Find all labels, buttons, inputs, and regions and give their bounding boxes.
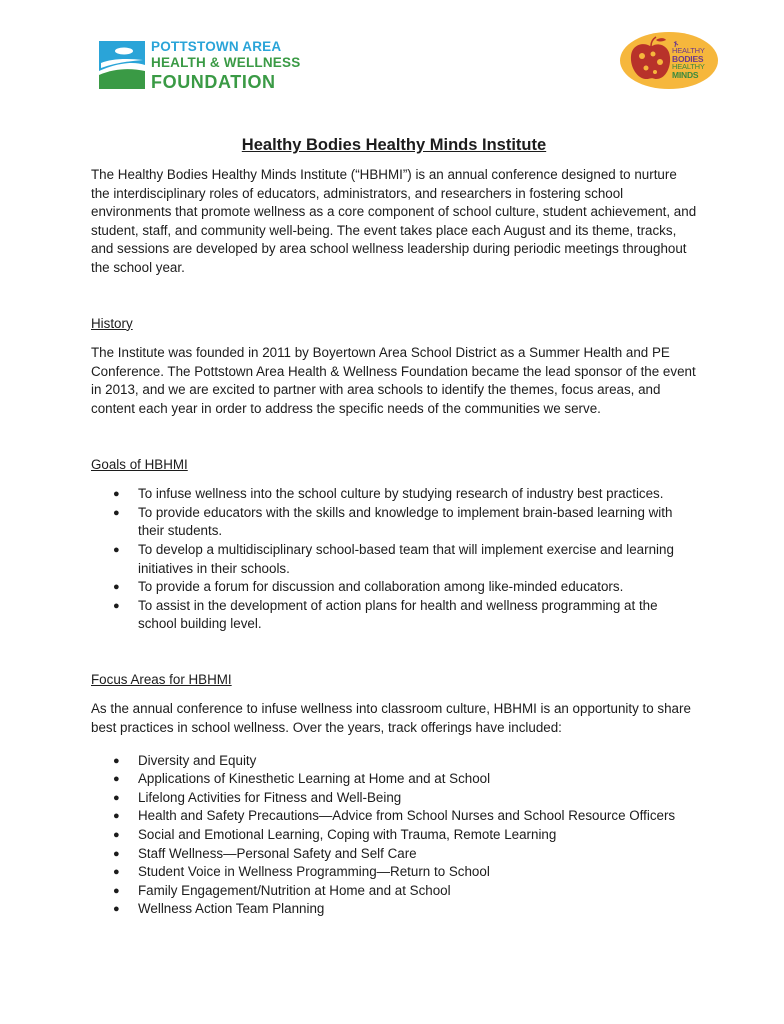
bullet-icon: ● [113,754,120,767]
focus-area-text: Health and Safety Precautions—Advice from School Nurses and School Resource Officers [138,808,676,824]
goal-text: To provide a forum for discussion and collaboration among like-minded educators. [138,579,624,595]
list-item [91,845,697,864]
foundation-wordmark [151,40,300,91]
bullet-icon: ● [113,829,120,842]
bullet-icon: ● [113,810,120,823]
list-item [91,752,697,771]
goal-text: To develop a multidisciplinary school-based team that will implement exercise and learning initiatives in their schools. [138,541,674,576]
focus-area-text: Family Engagement/Nutrition at Home and at School [138,882,451,898]
list-item [91,826,697,845]
hbhm-wordmark [672,47,705,79]
list-item [91,882,697,901]
logo-line-2: HEALTH & WELLNESS [151,55,301,70]
bullet-icon: ● [113,884,120,897]
logo-healthy-2: HEALTHY [672,62,705,71]
bullet-icon: ● [113,488,120,501]
logo-line-3: FOUNDATION [151,71,276,92]
document-body [91,134,697,919]
page-title: Healthy Bodies Healthy Minds Institute [241,136,547,154]
bullet-icon: ● [113,581,120,594]
logo-bodies: BODIES [672,53,704,64]
bullet-icon: ● [113,543,120,556]
focus-area-text: Diversity and Equity [138,752,257,768]
list-item [91,900,697,919]
bullet-icon: ● [113,773,120,786]
list-item [91,578,697,597]
goal-text: To provide educators with the skills and knowledge to implement brain-based learning with their students. [138,504,673,539]
focus-areas-intro: As the annual conference to infuse wellness into classroom culture, HBHMI is an opportunity to share best practices in school wellness. Over the years, track offerings have included: [91,701,691,736]
logo-minds: MINDS [672,69,699,80]
list-item [91,789,697,808]
list-item [91,770,697,789]
list-item [91,807,697,826]
bullet-icon: ● [113,903,120,916]
bullet-icon: ● [113,599,120,612]
focus-areas-heading: Focus Areas for HBHMI [91,671,232,687]
pottstown-foundation-logo [99,40,300,90]
history-paragraph: The Institute was founded in 2011 by Boyertown Area School District as a Summer Health and PE Conference. The Pottstown Area Health & Wellness Foundation became the lead sponsor of the event in 2013, and we are excited to partner with area schools to identify the themes, focus areas, and content each year in order to address the specific needs of the communities we serve. [91,345,696,416]
bullet-icon: ● [113,791,120,804]
list-item [91,597,697,634]
list-item [91,863,697,882]
healthy-bodies-healthy-minds-logo [620,32,718,89]
list-item [91,504,697,541]
foundation-logo-mark-icon [99,41,145,89]
bullet-icon: ● [113,506,120,519]
bullet-icon: ● [113,847,120,860]
focus-area-text: Lifelong Activities for Fitness and Well-Being [138,789,402,805]
list-item [91,541,697,578]
focus-areas-list [91,752,697,919]
focus-area-text: Student Voice in Wellness Programming—Return to School [138,864,490,880]
bullet-icon: ● [113,866,120,879]
logo-line-1: POTTSTOWN AREA [151,38,282,54]
goals-list [91,485,697,634]
focus-area-text: Wellness Action Team Planning [138,901,325,917]
focus-area-text: Applications of Kinesthetic Learning at Home and at School [138,771,491,787]
logo-healthy-1: HEALTHY [672,46,705,55]
focus-area-text: Staff Wellness—Personal Safety and Self Care [138,845,417,861]
list-item [91,485,697,504]
intro-paragraph: The Healthy Bodies Healthy Minds Institute (“HBHMI”) is an annual conference designed to nurture the interdisciplinary roles of educators, administrators, and researchers in fostering school environments that promote wellness as a core component of school culture, student achievement, and student, staff, and community well-being. The event takes place each August and its theme, tracks, and sessions are developed by area school wellness leadership during periodic meetings throughout the school year. [91,167,697,275]
focus-area-text: Social and Emotional Learning, Coping with Trauma, Remote Learning [138,827,557,843]
history-heading: History [91,315,133,331]
goal-text: To assist in the development of action plans for health and wellness programming at the school building level. [138,597,658,632]
goals-heading: Goals of HBHMI [91,456,188,472]
goal-text: To infuse wellness into the school culture by studying research of industry best practices. [138,486,664,502]
